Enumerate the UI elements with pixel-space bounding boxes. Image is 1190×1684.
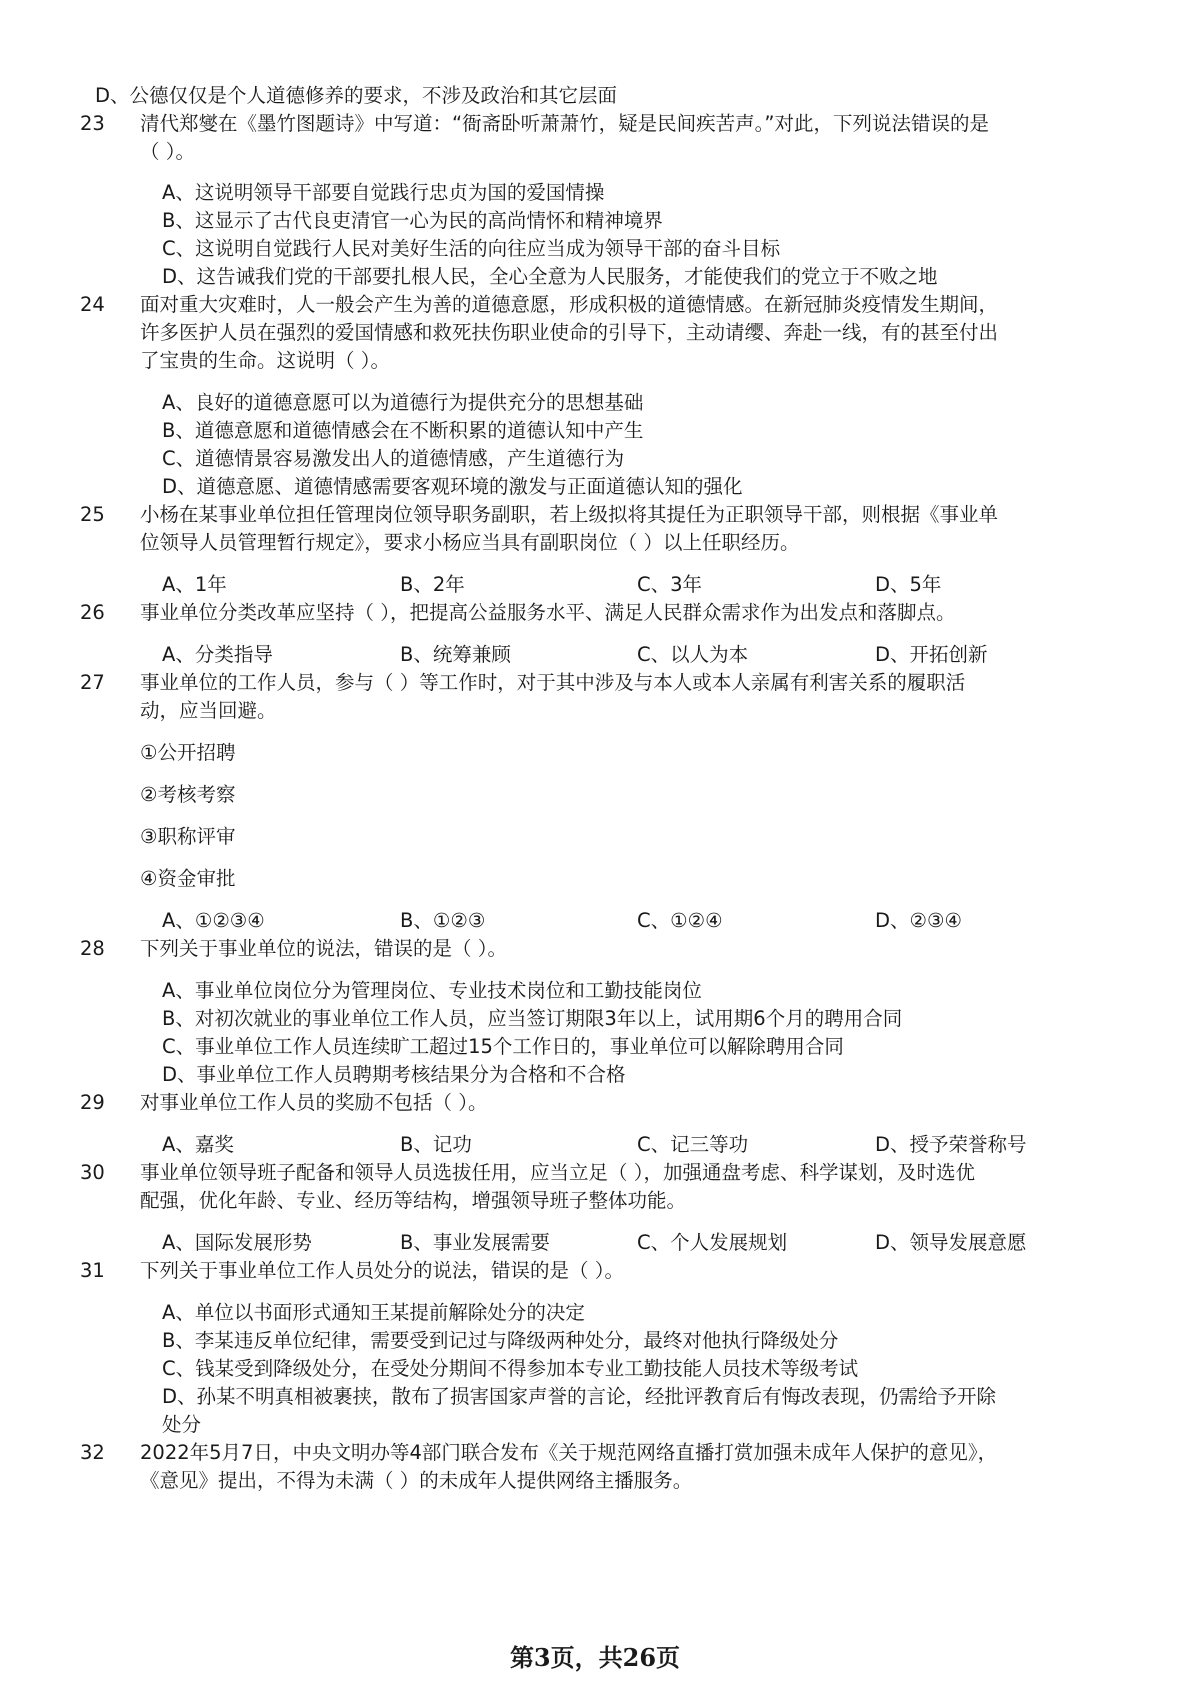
question-number: 32	[80, 1441, 105, 1464]
question-stem: 事业单位的工作人员，参与（ ）等工作时，对于其中涉及与本人或本人亲属有利害关系的履职活	[140, 671, 966, 694]
option-a[interactable]: A、国际发展形势	[162, 1231, 312, 1254]
option-d[interactable]: D、5年	[875, 573, 942, 596]
question-stem: 事业单位领导班子配备和领导人员选拔任用，应当立足（ ），加强通盘考虑、科学谋划，及时选优	[140, 1161, 975, 1184]
option-d[interactable]: D、领导发展意愿	[875, 1231, 1027, 1254]
option-b[interactable]: B、统筹兼顾	[400, 643, 511, 666]
question-stem: 下列关于事业单位的说法，错误的是（ ）。	[140, 937, 507, 960]
question-number: 24	[80, 293, 105, 316]
option-d[interactable]: D、开拓创新	[875, 643, 988, 666]
option-d[interactable]: D、授予荣誉称号	[875, 1133, 1027, 1156]
question-stem: 2022年5月7日，中央文明办等4部门联合发布《关于规范网络直播打赏加强未成年人保护的意见》，	[140, 1441, 998, 1464]
option-c[interactable]: C、3年	[637, 573, 703, 596]
question-number: 29	[80, 1091, 105, 1114]
question-stem: 小杨在某事业单位担任管理岗位领导职务副职，若上级拟将其提任为正职领导干部，则根据《事业单	[140, 503, 999, 526]
option-b[interactable]: B、事业发展需要	[400, 1231, 550, 1254]
option-c[interactable]: C、个人发展规划	[637, 1231, 788, 1254]
option-d[interactable]: D、②③④	[875, 909, 962, 932]
question-stem: 事业单位分类改革应坚持（ ），把提高公益服务水平、满足人民群众需求作为出发点和落脚点。	[140, 601, 956, 624]
option-a[interactable]: A、1年	[162, 573, 227, 596]
question-number: 26	[80, 601, 105, 624]
option-c[interactable]: C、记三等功	[637, 1133, 749, 1156]
option-b[interactable]: B、记功	[400, 1133, 472, 1156]
question-stem: 面对重大灾难时，人一般会产生为善的道德意愿，形成积极的道德情感。在新冠肺炎疫情发生期间，	[140, 293, 999, 316]
page-footer: 第3页，共26页	[509, 1643, 681, 1672]
option-c[interactable]: C、①②④	[637, 909, 723, 932]
option-a[interactable]: A、①②③④	[162, 909, 265, 932]
question-number: 23	[80, 112, 105, 135]
question-number: 31	[80, 1259, 105, 1282]
question-number: 30	[80, 1161, 105, 1184]
question-stem: 对事业单位工作人员的奖励不包括（ ）。	[140, 1091, 488, 1114]
option-a[interactable]: A、分类指导	[162, 643, 273, 666]
question-number: 25	[80, 503, 105, 526]
question-number: 28	[80, 937, 105, 960]
option-b[interactable]: B、2年	[400, 573, 465, 596]
question-number: 27	[80, 671, 105, 694]
option-a[interactable]: A、嘉奖	[162, 1133, 234, 1156]
question-stem: 下列关于事业单位工作人员处分的说法，错误的是（ ）。	[140, 1259, 624, 1282]
question-stem: 清代郑燮在《墨竹图题诗》中写道：“衙斋卧听萧萧竹，疑是民间疾苦声。”对此，下列说法错误的是	[140, 112, 989, 135]
option-b[interactable]: B、①②③	[400, 909, 486, 932]
option-c[interactable]: C、以人为本	[637, 643, 749, 666]
